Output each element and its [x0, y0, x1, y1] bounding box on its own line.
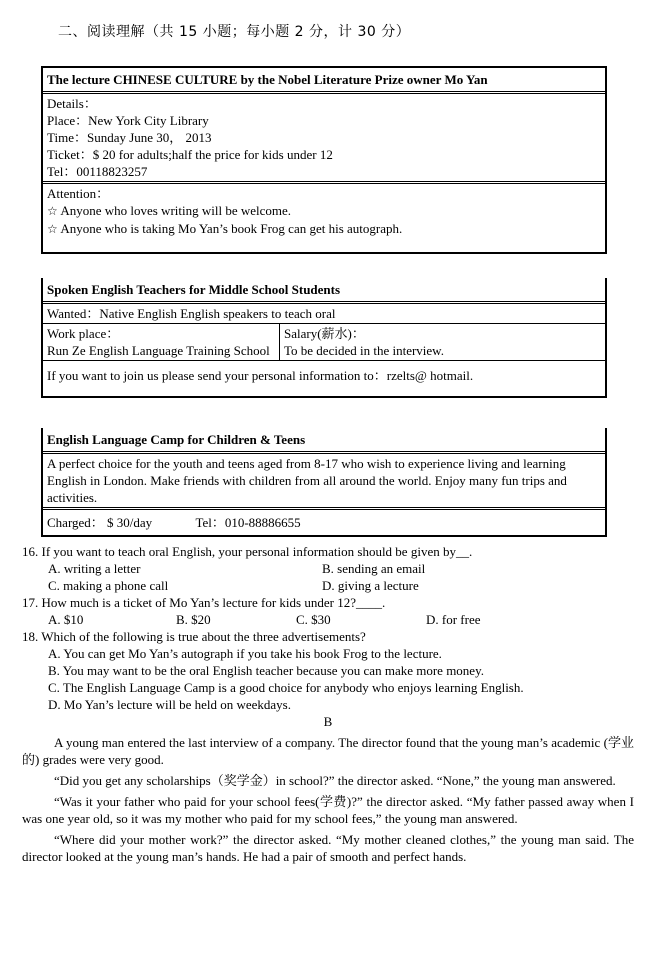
- details-label: Details：: [47, 96, 97, 111]
- ad-lecture: [41, 66, 607, 254]
- section-title: 二、阅读理解（共 15 小题；每小题 2 分，计 30 分）: [58, 24, 411, 40]
- ad-teachers-info-row: [43, 324, 605, 361]
- option: C. The English Language Camp is a good choice for anybody who enjoys learning English.: [48, 680, 524, 695]
- attention-item: ☆ Anyone who is taking Mo Yan’s book Frog can get his autograph.: [47, 221, 403, 236]
- workplace-value: Run Ze English Language Training School: [47, 343, 270, 358]
- option: B. You may want to be the oral English teacher because you can make more money.: [48, 663, 484, 678]
- option: B. sending an email: [322, 561, 426, 576]
- details-time: Time：Sunday June 30， 2013: [47, 130, 212, 145]
- option: A. $10: [48, 612, 84, 627]
- attention-item: ☆ Anyone who loves writing will be welcome.: [47, 203, 292, 218]
- ad-lecture-title: The lecture CHINESE CULTURE by the Nobel Literature Prize owner Mo Yan: [43, 68, 605, 94]
- workplace-cell: [43, 324, 280, 360]
- questions: [22, 543, 634, 865]
- details-ticket: Ticket：$ 20 for adults;half the price for kids under 12: [47, 147, 333, 162]
- question-options: [22, 577, 634, 594]
- option: A. writing a letter: [48, 561, 141, 576]
- passage-paragraph: A young man entered the last interview of a company. The director found that the young man’s academic (学业的) grades were very good.: [22, 735, 634, 767]
- passage-paragraph: “Where did your mother work?” the director asked. “My mother cleaned clothes,” the young man said. The director looked at the young man’s hands. He had a pair of smooth and perfect hands.: [22, 832, 634, 864]
- salary-label: Salary(薪水)：: [284, 326, 365, 341]
- option: D. Mo Yan’s lecture will be held on weekdays.: [48, 697, 291, 712]
- ad-camp: [41, 428, 607, 537]
- star-icon: ☆: [47, 222, 58, 236]
- question-stem: 17. How much is a ticket of Mo Yan’s lecture for kids under 12?____.: [22, 595, 386, 610]
- camp-tel: Tel：010-88886655: [195, 515, 301, 530]
- salary-value: To be decided in the interview.: [284, 343, 444, 358]
- option: C. making a phone call: [48, 578, 169, 593]
- option: D. for free: [426, 612, 481, 627]
- question-options: [22, 560, 634, 577]
- option: B. $20: [176, 612, 211, 627]
- passage-paragraph: “Did you get any scholarships（奖学金）in school?” the director asked. “None,” the young man answered.: [54, 773, 616, 788]
- workplace-label: Work place：: [47, 326, 120, 341]
- ad-teachers-wanted: Wanted：Native English English speakers to teach oral: [43, 304, 605, 324]
- ad-teachers-contact: If you want to join us please send your personal information to：rzelts@ hotmail.: [47, 368, 474, 383]
- passage-label: B: [323, 714, 333, 729]
- charged: Charged： $ 30/day: [47, 515, 153, 530]
- details-tel: Tel：00118823257: [47, 164, 148, 179]
- option: A. You can get Mo Yan’s autograph if you take his book Frog to the lecture.: [48, 646, 442, 661]
- question-options: [22, 611, 634, 628]
- option: C. $30: [296, 612, 331, 627]
- ad-lecture-attention: [43, 184, 605, 252]
- attention-label: Attention：: [47, 186, 110, 201]
- option: D. giving a lecture: [322, 578, 419, 593]
- passage-paragraph: “Was it your father who paid for your school fees(学费)?” the director asked. “My father passed away when I was one year old, so it was my mother who paid for my school fees,” the young man answered.: [22, 794, 634, 826]
- ad-teachers-title: Spoken English Teachers for Middle School Students: [43, 278, 605, 304]
- ad-camp-fees: [43, 510, 605, 535]
- ad-teachers: [41, 278, 607, 398]
- details-place: Place：New York City Library: [47, 113, 209, 128]
- question-stem: 16. If you want to teach oral English, your personal information should be given by__.: [22, 544, 473, 559]
- question-stem: 18. Which of the following is true about the three advertisements?: [22, 629, 366, 644]
- ad-camp-body: A perfect choice for the youth and teens aged from 8-17 who wish to experience living and learning English in London. Make friends with children from all around the world. Enjoy many fun trips and activities.: [43, 454, 605, 510]
- ad-lecture-details: [43, 94, 605, 184]
- salary-cell: [280, 324, 448, 360]
- star-icon: ☆: [47, 204, 58, 218]
- ad-camp-title: English Language Camp for Children & Teens: [43, 428, 605, 454]
